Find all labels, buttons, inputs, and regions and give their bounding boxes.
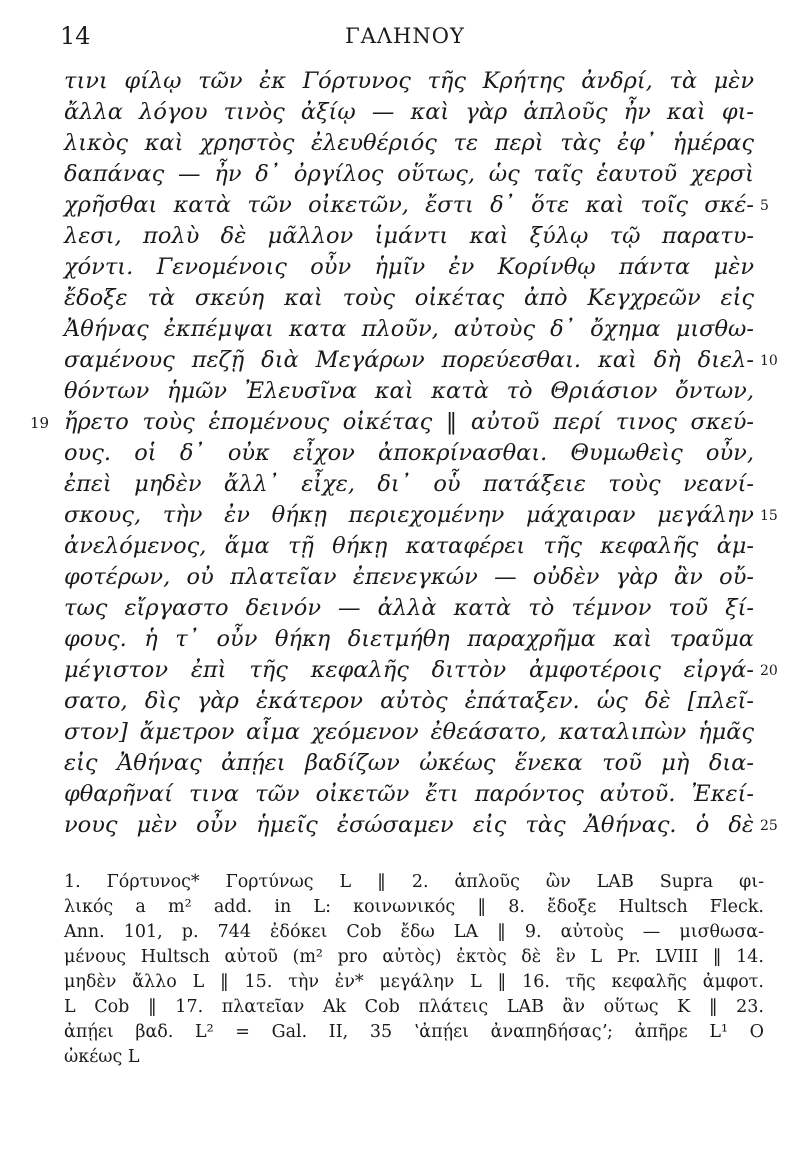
line-text: ἐπεὶ μηδὲν ἄλλ᾽ εἶχε, δι᾽ οὗ πατάξειε τοὺς νεανί- — [64, 471, 754, 497]
line-text: χόντι. Γενομένοις οὖν ἡμῖν ἐν Κορίνθῳ πάντα μὲν — [64, 254, 754, 280]
text-line — [0, 283, 800, 314]
line-text: εἰς Ἀθήνας ἀπῄει βαδίζων ὠκέως ἕνεκα τοῦ μὴ δια- — [64, 750, 754, 776]
text-line — [0, 407, 800, 438]
apparatus-line: Ann. 101, p. 744 ἐδόκει Cob ἔδω LA ‖ 9. αὐτοὺς — μισθωσα- — [64, 922, 764, 942]
main-text — [0, 66, 800, 841]
line-text: τως εἴργαστο δεινόν — ἀλλὰ κατὰ τὸ τέμνον τοῦ ξί- — [64, 595, 754, 621]
text-line — [0, 717, 800, 748]
text-line — [0, 624, 800, 655]
apparatus-line: μηδὲν ἄλλο L ‖ 15. τὴν ἐν* μεγάλην L ‖ 16. τῆς κεφαλῆς ἀμφοτ. — [64, 972, 764, 992]
line-number: 10 — [760, 353, 778, 369]
line-text: λικὸς καὶ χρηστὸς ἐλευθέριός τε περὶ τὰς ἐφ᾽ ἡμέρας — [64, 130, 754, 156]
line-text: ἀνελόμενος, ἅμα τῇ θήκῃ καταφέρει τῆς κεφαλῆς ἀμ- — [64, 533, 754, 559]
apparatus-line: ἀπῄει βαδ. L² = Gal. II, 35 ʽἀπῄει ἀναπηδήσαςʼ; ἀπῆρε L¹ O — [64, 1022, 764, 1042]
line-text: φοτέρων, οὐ πλατεῖαν ἐπενεγκών — οὐδὲν γὰρ ἂν οὔ- — [64, 564, 754, 590]
apparatus-line: 1. Γόρτυνος* Γορτύνως L ‖ 2. ἁπλοῦς ὢν LAB Supra φι- — [64, 872, 764, 892]
text-line — [0, 345, 800, 376]
text-line — [0, 376, 800, 407]
line-number: 25 — [760, 818, 778, 834]
critical-apparatus — [64, 870, 764, 1070]
line-text: Ἀθήνας ἐκπέμψαι κατα πλοῦν, αὐτοὺς δ᾽ ὄχημα μισθω- — [64, 316, 754, 342]
text-line — [0, 252, 800, 283]
text-line — [0, 438, 800, 469]
page-number: 14 — [60, 22, 91, 50]
line-text: ἄλλα λόγου τινὸς ἀξίῳ — καὶ γὰρ ἁπλοῦς ἦν καὶ φι- — [64, 99, 754, 125]
text-line — [0, 531, 800, 562]
apparatus-line: L Cob ‖ 17. πλατεῖαν Ak Cob πλάτεις LAB ἂν οὕτως K ‖ 23. — [64, 997, 764, 1017]
line-text: φους. ἡ τ᾽ οὖν θήκη διετμήθη παραχρῆμα καὶ τραῦμα — [64, 626, 754, 652]
text-line — [0, 593, 800, 624]
line-text: στον] ἄμετρον αἷμα χεόμενον ἐθεάσατο, καταλιπὼν ἡμᾶς — [64, 719, 754, 745]
text-line — [0, 469, 800, 500]
text-line — [0, 221, 800, 252]
line-number: 20 — [760, 663, 778, 679]
text-line — [0, 159, 800, 190]
text-line — [0, 655, 800, 686]
text-line — [0, 97, 800, 128]
line-text: μέγιστον ἐπὶ τῆς κεφαλῆς διττὸν ἀμφοτέροις εἰργά- — [64, 657, 754, 683]
line-text: ἤρετο τοὺς ἑπομένους οἰκέτας ‖ αὐτοῦ περί τινος σκεύ- — [64, 409, 754, 435]
text-line — [0, 128, 800, 159]
line-text: τινι φίλῳ τῶν ἐκ Γόρτυνος τῆς Κρήτης ἀνδρί, τὰ μὲν — [64, 68, 754, 94]
line-text: φθαρῆναί τινα τῶν οἰκετῶν ἔτι παρόντος αὐτοῦ. Ἐκεί- — [64, 781, 754, 807]
line-text: δαπάνας — ἦν δ᾽ ὀργίλος οὕτως, ὡς ταῖς ἑαυτοῦ χερσὶ — [64, 161, 754, 187]
line-number: 15 — [760, 508, 778, 524]
text-line — [0, 748, 800, 779]
line-text: θόντων ἡμῶν Ἐλευσῖνα καὶ κατὰ τὸ Θριάσιον ὄντων, — [64, 378, 754, 404]
line-text: σατο, δὶς γὰρ ἑκάτερον αὐτὸς ἐπάταξεν. ὡς δὲ [πλεῖ- — [64, 688, 754, 714]
text-line — [0, 500, 800, 531]
apparatus-line: ὠκέως L — [64, 1047, 140, 1067]
line-text: σκους, τὴν ἐν θήκῃ περιεχομένην μάχαιραν μεγάλην — [64, 502, 754, 528]
line-text: χρῆσθαι κατὰ τῶν οἰκετῶν, ἔστι δ᾽ ὅτε καὶ τοῖς σκέ- — [64, 192, 754, 218]
line-text: ἔδοξε τὰ σκεύη καὶ τοὺς οἰκέτας ἀπὸ Κεγχρεῶν εἰς — [64, 285, 754, 311]
text-line — [0, 66, 800, 97]
apparatus-line: λικός a m² add. in L: κοινωνικός ‖ 8. ἔδοξε Hultsch Fleck. — [64, 897, 764, 917]
text-line — [0, 190, 800, 221]
text-line — [0, 810, 800, 841]
text-line — [0, 779, 800, 810]
apparatus-line: μένους Hultsch αὐτοῦ (m² pro αὐτὸς) ἐκτὸς δὲ ἓν L Pr. LVIII ‖ 14. — [64, 947, 764, 967]
line-text: ους. οἱ δ᾽ οὐκ εἶχον ἀποκρίνασθαι. Θυμωθεὶς οὖν, — [64, 440, 754, 466]
edition-page-marker: 19 — [30, 414, 50, 432]
text-line — [0, 686, 800, 717]
running-title: ΓΑΛΗΝΟΥ — [345, 24, 465, 48]
text-line — [0, 314, 800, 345]
text-line — [0, 562, 800, 593]
line-text: λεσι, πολὺ δὲ μᾶλλον ἱμάντι καὶ ξύλῳ τῷ παρατυ- — [64, 223, 754, 249]
line-text: σαμένους πεζῇ διὰ Μεγάρων πορεύεσθαι. καὶ δὴ διελ- — [64, 347, 754, 373]
line-number: 5 — [760, 198, 769, 214]
page-header — [60, 22, 750, 52]
line-text: νους μὲν οὖν ἡμεῖς ἐσώσαμεν εἰς τὰς Ἀθήνας. ὁ δὲ — [64, 812, 754, 838]
